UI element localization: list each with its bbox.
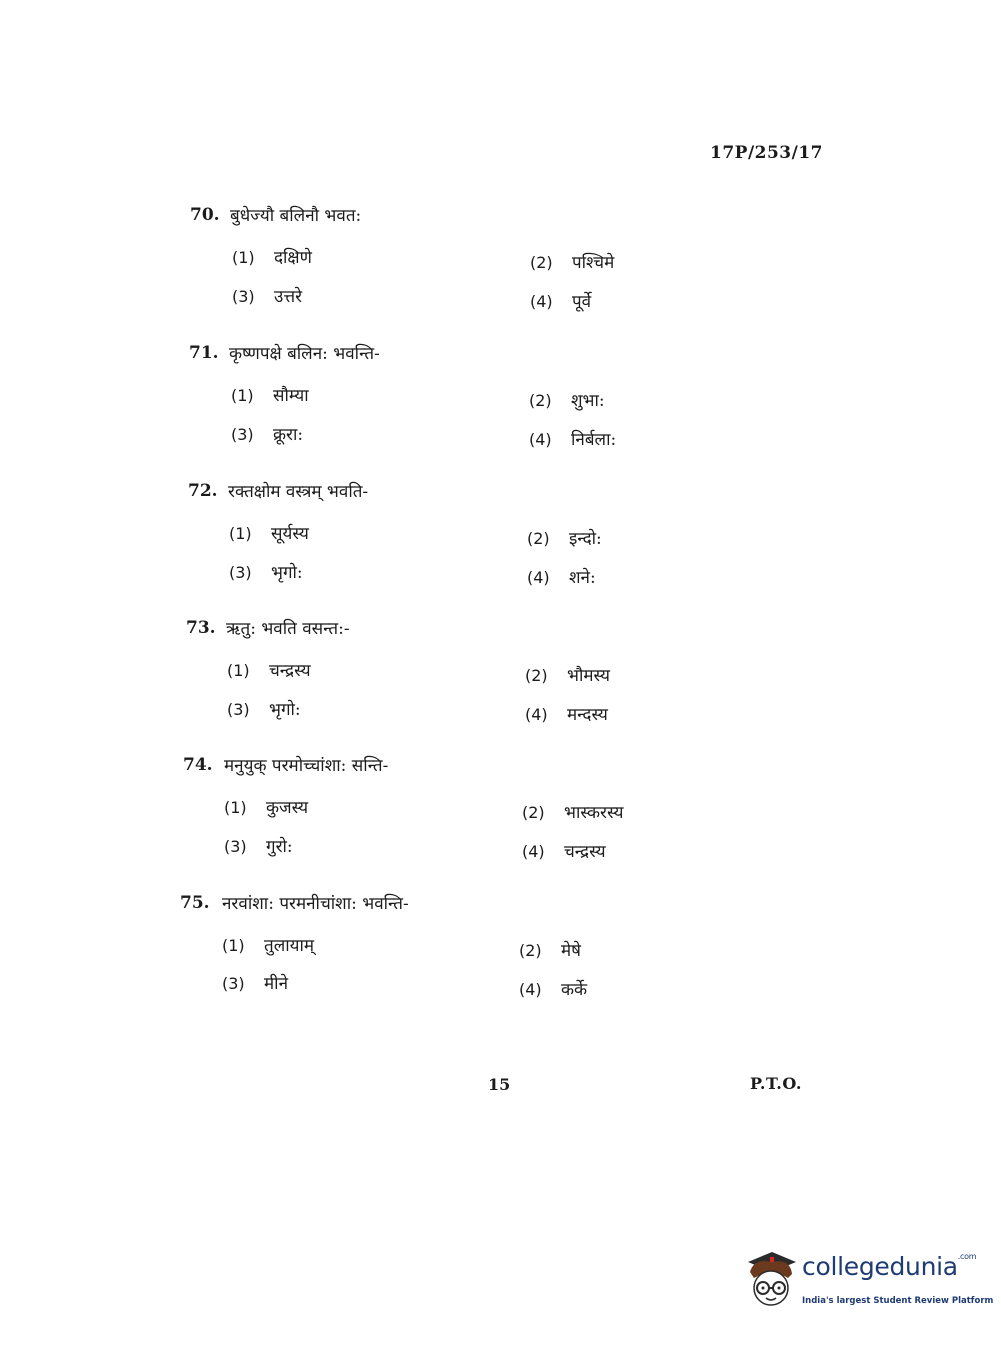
question-number: 73.: [186, 618, 216, 638]
option-text: चन्द्रस्य: [269, 661, 311, 681]
option-text: उत्तरे: [274, 287, 303, 307]
student-mascot-icon: [742, 1248, 800, 1312]
option-number: (3): [231, 425, 254, 444]
option-text: मन्दस्य: [567, 705, 608, 725]
collegedunia-watermark: [742, 1248, 994, 1318]
option-4: [529, 427, 616, 450]
option-text: भृगो:: [269, 700, 301, 720]
option-3: [229, 560, 303, 583]
option-3: [232, 284, 302, 307]
option-2: [530, 250, 614, 273]
question-number: 70.: [190, 205, 220, 225]
question-text: मनुयुक् परमोच्चांशा: सन्ति-: [224, 756, 389, 776]
option-2: [522, 800, 623, 823]
option-number: (2): [525, 666, 548, 685]
option-text: सूर्यस्य: [271, 524, 309, 544]
option-number: (4): [522, 842, 545, 861]
option-number: (4): [519, 980, 542, 999]
option-1: [232, 245, 312, 268]
option-text: गुरो:: [266, 837, 293, 857]
option-number: (3): [229, 563, 252, 582]
option-number: (4): [527, 568, 550, 587]
option-number: (1): [231, 386, 254, 405]
question-74: [0, 753, 1001, 883]
option-text: मेषे: [561, 941, 581, 961]
question-text: ऋतु: भवति वसन्त:-: [226, 619, 350, 639]
option-number: (2): [519, 941, 542, 960]
option-text: दक्षिणे: [274, 248, 312, 268]
option-number: (3): [224, 837, 247, 856]
option-number: (2): [522, 803, 545, 822]
question-text: बुधेज्यौ बलिनौ भवत:: [230, 206, 362, 226]
option-number: (1): [232, 248, 255, 267]
option-number: (1): [224, 798, 247, 817]
option-1: [231, 383, 309, 406]
question-71: [0, 341, 1001, 471]
brand-name: [802, 1252, 976, 1281]
option-number: (2): [527, 529, 550, 548]
option-text: पूर्वे: [572, 292, 592, 312]
option-text: शुभा:: [571, 391, 605, 411]
option-number: (1): [227, 661, 250, 680]
option-text: मीने: [264, 974, 289, 994]
option-number: (4): [529, 430, 552, 449]
option-text: कुजस्य: [266, 798, 309, 818]
page-number: 15: [488, 1075, 511, 1094]
option-1: [222, 933, 314, 956]
question-number: 75.: [180, 893, 210, 913]
option-4: [519, 977, 587, 1000]
option-number: (2): [530, 253, 553, 272]
question-70: [0, 203, 1001, 333]
question-text: कृष्णपक्षे बलिन: भवन्ति-: [229, 344, 380, 364]
option-1: [224, 795, 308, 818]
option-3: [222, 971, 288, 994]
option-1: [229, 521, 309, 544]
option-number: (3): [232, 287, 255, 306]
option-3: [227, 697, 301, 720]
pto-label: P.T.O.: [750, 1074, 802, 1093]
option-text: चन्द्रस्य: [564, 842, 606, 862]
option-1: [227, 658, 311, 681]
option-4: [522, 839, 606, 862]
option-number: (4): [525, 705, 548, 724]
option-text: तुलायाम्: [264, 936, 315, 956]
option-text: इन्दो:: [569, 529, 602, 549]
option-3: [231, 422, 303, 445]
question-75: [0, 891, 1001, 1021]
question-text: नरवांशा: परमनीचांशा: भवन्ति-: [222, 894, 409, 914]
option-text: सौम्या: [273, 386, 309, 406]
brand-tagline: India's largest Student Review Platform: [802, 1296, 994, 1306]
option-number: (4): [530, 292, 553, 311]
option-4: [525, 702, 608, 725]
option-number: (1): [222, 936, 245, 955]
option-text: कर्के: [561, 980, 588, 1000]
question-72: [0, 479, 1001, 609]
option-3: [224, 834, 293, 857]
option-2: [527, 526, 602, 549]
option-text: भृगो:: [271, 563, 303, 583]
option-text: शने:: [569, 568, 596, 588]
paper-code: 17P/253/17: [710, 143, 824, 163]
option-number: (3): [227, 700, 250, 719]
brand-text: collegedunia: [802, 1252, 958, 1281]
option-number: (1): [229, 524, 252, 543]
option-4: [530, 289, 591, 312]
option-text: निर्बला:: [571, 430, 617, 450]
question-number: 71.: [189, 343, 219, 363]
option-number: (2): [529, 391, 552, 410]
option-text: पश्चिमे: [572, 253, 615, 273]
option-text: भास्करस्य: [564, 803, 624, 823]
brand-suffix: .com: [957, 1252, 977, 1261]
option-2: [525, 663, 610, 686]
question-number: 74.: [183, 755, 213, 775]
question-number: 72.: [188, 481, 218, 501]
option-number: (3): [222, 974, 245, 993]
option-2: [529, 388, 605, 411]
option-4: [527, 565, 596, 588]
option-text: भौमस्य: [567, 666, 610, 686]
question-73: [0, 616, 1001, 746]
option-2: [519, 938, 581, 961]
option-text: क्रूरा:: [273, 425, 304, 445]
question-text: रक्तक्षोम वस्त्रम् भवति-: [228, 482, 369, 502]
